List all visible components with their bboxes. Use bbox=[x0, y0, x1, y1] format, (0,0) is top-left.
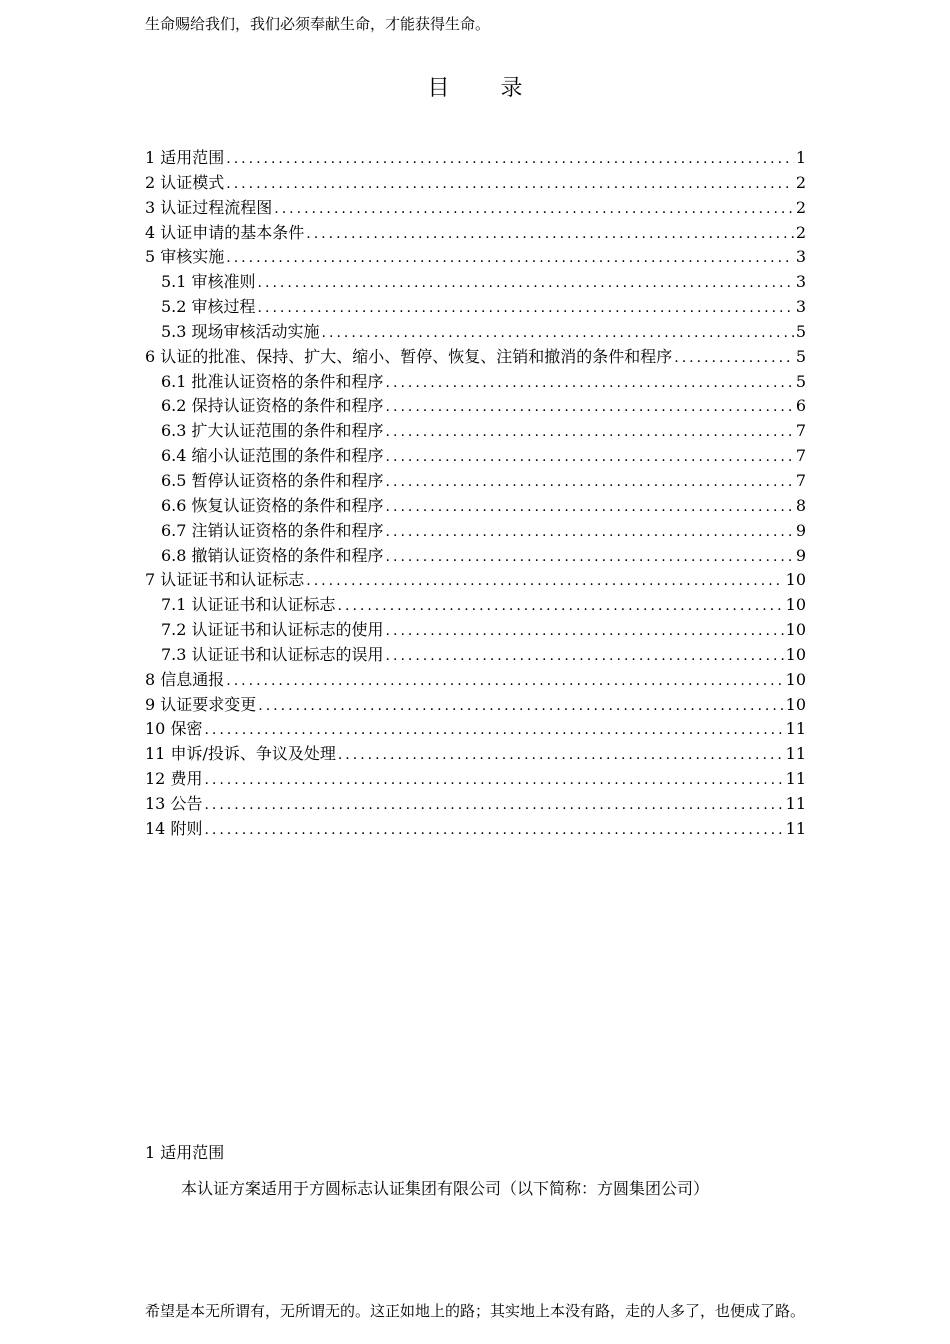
toc-dot-leader bbox=[386, 470, 794, 494]
toc-entry-label: 6.3 扩大认证范围的条件和程序 bbox=[161, 421, 384, 441]
toc-entry-page: 11 bbox=[785, 793, 806, 813]
toc-entry-label: 6.4 缩小认证范围的条件和程序 bbox=[161, 446, 384, 466]
toc-entry-page: 3 bbox=[795, 297, 806, 317]
toc-entry[interactable] bbox=[145, 544, 806, 569]
toc-entry-label: 6 认证的批准、保持、扩大、缩小、暂停、恢复、注销和撤消的条件和程序 bbox=[145, 346, 673, 366]
toc-entry-label: 10 保密 bbox=[145, 719, 203, 739]
toc-dot-leader bbox=[338, 594, 784, 618]
toc-dot-leader bbox=[204, 718, 783, 742]
toc-entry-label: 13 公告 bbox=[145, 793, 203, 813]
toc-dot-leader bbox=[204, 818, 783, 842]
toc-entry[interactable] bbox=[145, 817, 806, 842]
toc-entry-label: 12 费用 bbox=[145, 769, 203, 789]
toc-entry[interactable] bbox=[145, 494, 806, 519]
toc-dot-leader bbox=[258, 271, 794, 295]
toc-entry-label: 1 适用范围 bbox=[145, 148, 225, 167]
toc-entry-label: 4 认证申请的基本条件 bbox=[145, 222, 305, 242]
toc-entry-label: 7.3 认证证书和认证标志的误用 bbox=[161, 644, 384, 664]
toc-entry[interactable] bbox=[145, 668, 806, 693]
toc-entry-page: 5 bbox=[795, 346, 806, 366]
toc-entry-page: 11 bbox=[785, 719, 806, 739]
toc-entry-label: 14 附则 bbox=[145, 818, 203, 838]
toc-entry-label: 6.6 恢复认证资格的条件和程序 bbox=[161, 495, 384, 515]
toc-entry[interactable] bbox=[145, 345, 806, 370]
toc-dot-leader bbox=[226, 147, 794, 171]
toc-entry[interactable] bbox=[145, 419, 806, 444]
toc-entry-label: 7 认证证书和认证标志 bbox=[145, 570, 305, 590]
toc-entry-page: 11 bbox=[785, 769, 806, 789]
toc-dot-leader bbox=[226, 669, 783, 693]
toc-entry-page: 9 bbox=[795, 520, 806, 540]
toc-entry-page: 7 bbox=[795, 446, 806, 466]
toc-entry-page: 7 bbox=[795, 470, 806, 490]
toc-dot-leader bbox=[386, 495, 794, 519]
toc-dot-leader bbox=[258, 296, 794, 320]
toc-dot-leader bbox=[274, 197, 794, 221]
toc-dot-leader bbox=[258, 694, 783, 718]
toc-entry-page: 6 bbox=[795, 396, 806, 416]
toc-dot-leader bbox=[204, 793, 783, 817]
toc-entry[interactable] bbox=[145, 593, 806, 618]
toc-dot-leader bbox=[386, 644, 784, 668]
toc-entry[interactable] bbox=[145, 370, 806, 395]
toc-dot-leader bbox=[226, 172, 794, 196]
toc-entry-label: 5 审核实施 bbox=[145, 247, 225, 267]
toc-entry-page: 11 bbox=[785, 818, 806, 838]
toc-entry[interactable] bbox=[145, 245, 806, 270]
toc-entry-label: 3 认证过程流程图 bbox=[145, 197, 273, 217]
toc-entry[interactable] bbox=[145, 792, 806, 817]
toc-dot-leader bbox=[204, 768, 783, 792]
toc-entry-label: 6.8 撤销认证资格的条件和程序 bbox=[161, 545, 384, 565]
toc-entry-label: 6.5 暂停认证资格的条件和程序 bbox=[161, 470, 384, 490]
toc-entry-page: 7 bbox=[795, 421, 806, 441]
toc-entry[interactable] bbox=[145, 146, 806, 171]
table-of-contents bbox=[145, 146, 806, 842]
toc-entry-page: 10 bbox=[785, 570, 806, 590]
toc-entry[interactable] bbox=[145, 221, 806, 246]
toc-entry-label: 8 信息通报 bbox=[145, 669, 225, 689]
toc-entry-page: 8 bbox=[795, 495, 806, 515]
toc-entry[interactable] bbox=[145, 519, 806, 544]
toc-entry[interactable] bbox=[145, 717, 806, 742]
toc-entry-label: 7.1 认证证书和认证标志 bbox=[161, 595, 336, 615]
toc-entry-label: 6.7 注销认证资格的条件和程序 bbox=[161, 520, 384, 540]
body-paragraph: 本认证方案适用于方圆标志认证集团有限公司（以下简称：方圆集团公司） bbox=[181, 1179, 710, 1198]
toc-entry-label: 6.1 批准认证资格的条件和程序 bbox=[161, 371, 384, 391]
toc-entry-label: 7.2 认证证书和认证标志的使用 bbox=[161, 620, 384, 640]
toc-entry-page: 3 bbox=[795, 272, 806, 292]
toc-title: 目 录 bbox=[427, 76, 545, 101]
toc-dot-leader bbox=[306, 222, 794, 246]
toc-entry[interactable] bbox=[145, 618, 806, 643]
toc-entry[interactable] bbox=[145, 568, 806, 593]
header-quote: 生命赐给我们，我们必须奉献生命，才能获得生命。 bbox=[145, 15, 491, 33]
toc-entry[interactable] bbox=[145, 270, 806, 295]
toc-dot-leader bbox=[386, 420, 794, 444]
toc-dot-leader bbox=[386, 395, 794, 419]
toc-entry[interactable] bbox=[145, 742, 806, 767]
toc-entry-page: 1 bbox=[795, 148, 806, 167]
toc-entry-label: 5.2 审核过程 bbox=[161, 297, 256, 317]
toc-dot-leader bbox=[386, 371, 794, 395]
toc-entry[interactable] bbox=[145, 469, 806, 494]
toc-dot-leader bbox=[306, 569, 783, 593]
toc-entry-label: 5.1 审核准则 bbox=[161, 272, 256, 292]
toc-entry[interactable] bbox=[145, 196, 806, 221]
toc-dot-leader bbox=[674, 346, 794, 370]
toc-entry[interactable] bbox=[145, 643, 806, 668]
toc-dot-leader bbox=[386, 619, 784, 643]
toc-entry-label: 11 申诉/投诉、争议及处理 bbox=[145, 744, 336, 764]
toc-entry-label: 2 认证模式 bbox=[145, 172, 225, 192]
toc-dot-leader bbox=[338, 743, 784, 767]
toc-entry-page: 10 bbox=[785, 694, 806, 714]
toc-entry-page: 10 bbox=[785, 644, 806, 664]
toc-dot-leader bbox=[322, 321, 794, 345]
toc-entry-page: 2 bbox=[795, 172, 806, 192]
toc-entry-label: 6.2 保持认证资格的条件和程序 bbox=[161, 396, 384, 416]
toc-entry-page: 5 bbox=[795, 371, 806, 391]
footer-quote: 希望是本无所谓有，无所谓无的。这正如地上的路；其实地上本没有路，走的人多了，也便成了路。 bbox=[145, 1302, 806, 1320]
toc-entry[interactable] bbox=[145, 394, 806, 419]
toc-entry-page: 3 bbox=[795, 247, 806, 267]
toc-entry-page: 2 bbox=[795, 197, 806, 217]
toc-dot-leader bbox=[226, 246, 794, 270]
toc-entry-label: 5.3 现场审核活动实施 bbox=[161, 321, 320, 341]
toc-entry[interactable] bbox=[145, 295, 806, 320]
toc-entry[interactable] bbox=[145, 767, 806, 792]
toc-entry[interactable] bbox=[145, 320, 806, 345]
toc-dot-leader bbox=[386, 445, 794, 469]
toc-dot-leader bbox=[386, 520, 794, 544]
toc-entry-page: 2 bbox=[795, 222, 806, 242]
toc-entry[interactable] bbox=[145, 171, 806, 196]
toc-dot-leader bbox=[386, 545, 794, 569]
toc-entry-page: 10 bbox=[785, 595, 806, 615]
toc-entry[interactable] bbox=[145, 444, 806, 469]
toc-entry-page: 10 bbox=[785, 669, 806, 689]
section-heading: 1 适用范围 bbox=[145, 1143, 225, 1162]
toc-entry-page: 5 bbox=[795, 321, 806, 341]
toc-entry-label: 9 认证要求变更 bbox=[145, 694, 257, 714]
toc-entry-page: 10 bbox=[785, 620, 806, 640]
toc-entry[interactable] bbox=[145, 693, 806, 718]
toc-entry-page: 11 bbox=[785, 744, 806, 764]
toc-entry-page: 9 bbox=[795, 545, 806, 565]
